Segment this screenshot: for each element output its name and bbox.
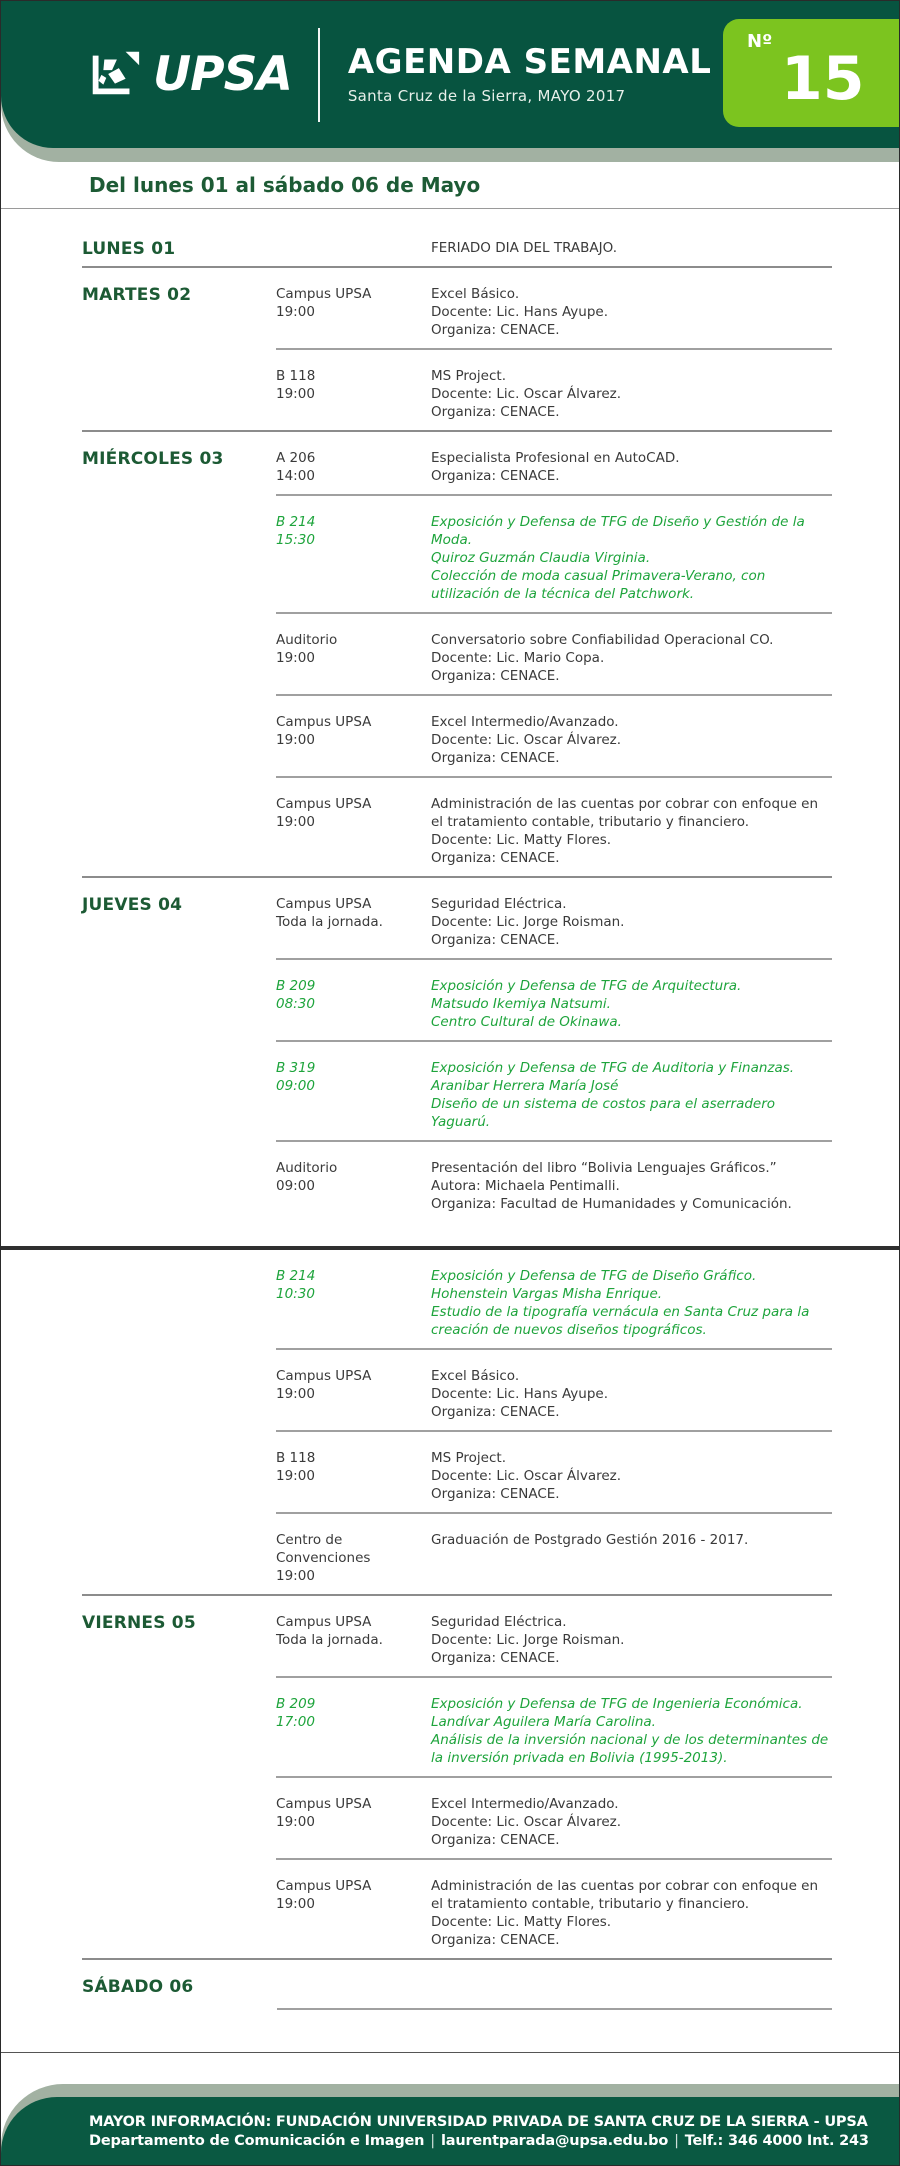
text-line: Centro Cultural de Okinawa. [431,1014,622,1030]
text-line: B 118 [276,368,316,384]
day-row [82,222,832,266]
text-line: Organiza: CENACE. [431,1404,560,1420]
event-row [276,776,832,876]
text-line: Autora: Michaela Pentimalli. [431,1178,620,1194]
text-line: Landívar Aguilera María Carolina. [431,1714,656,1730]
text-line: Toda la jornada. [276,1632,383,1648]
text-line: B 319 [276,1060,316,1076]
day-row [82,1594,832,1958]
text-line: Docente: Lic. Oscar Álvarez. [431,1468,622,1484]
event-description [431,239,832,257]
event-description [431,713,832,767]
text-line: 17:00 [276,1714,315,1730]
event-location [276,513,431,603]
text-line: Organiza: CENACE. [431,1832,560,1848]
text-line: B 118 [276,1450,316,1466]
event-description [431,1795,832,1849]
event-row [276,1040,832,1140]
event-row [276,1858,832,1958]
text-line: Organiza: CENACE. [431,322,560,338]
header-title-block [320,41,712,106]
issue-label: Nº [747,31,773,52]
text-line: 09:00 [276,1078,315,1094]
event-location [276,1613,431,1667]
day-events [276,268,832,430]
text-line: Campus UPSA [276,1796,372,1812]
event-description [431,449,832,485]
event-description [431,631,832,685]
text-line: Organiza: CENACE. [431,1650,560,1666]
event-description [431,513,832,603]
text-line: Colección de moda casual Primavera-Verano, con utilización de la técnica del Patchwork. [431,568,766,602]
text-line: 19:00 [276,386,315,402]
text-line: Organiza: CENACE. [431,850,560,866]
footer [1,2084,899,2165]
text-line: Excel Intermedio/Avanzado. [431,1796,619,1812]
text-line: Convenciones [276,1550,371,1566]
text-line: Centro de [276,1532,343,1548]
text-line: Campus UPSA [276,1614,372,1630]
text-line: B 209 [276,1696,316,1712]
text-line: Diseño de un sistema de costos para el aserradero Yaguarú. [431,1096,776,1130]
event-location [276,1449,431,1503]
day-events [276,1250,832,1594]
event-location [276,449,431,485]
event-location [276,285,431,339]
event-location [276,1877,431,1949]
day-row [82,1250,832,1594]
text-line: Campus UPSA [276,896,372,912]
text-line: Docente: Lic. Hans Ayupe. [431,1386,608,1402]
event-location [276,1531,431,1585]
upsa-logo [85,44,318,106]
event-description [431,1059,832,1131]
text-line: Aranibar Herrera María José [431,1078,619,1094]
text-line: MS Project. [431,1450,506,1466]
text-line: 19:00 [276,1568,315,1584]
event-location [276,1367,431,1421]
event-location [276,1159,431,1213]
upsa-emblem-icon [85,44,143,106]
day-row [82,266,832,430]
text-line: Exposición y Defensa de TFG de Diseño y Gestión de la Moda. [431,514,805,548]
event-row [276,494,832,612]
text-line: Exposición y Defensa de TFG de Arquitectura. [431,978,742,994]
day-events [276,1596,832,1958]
header-sage-band [1,1,899,162]
event-location [276,795,431,867]
issue-number-badge [723,19,899,127]
event-description [431,1531,832,1585]
text-line: Organiza: CENACE. [431,404,560,420]
text-line: Toda la jornada. [276,914,383,930]
text-line: Exposición y Defensa de TFG de Auditoria y Finanzas. [431,1060,795,1076]
text-line: 19:00 [276,1814,315,1830]
date-range-band [1,162,899,209]
text-line: Docente: Lic. Oscar Álvarez. [431,386,622,402]
text-line: Administración de las cuentas por cobrar con enfoque en el tratamiento contable, tributario y financiero. [431,1878,819,1912]
text-line: FERIADO DIA DEL TRABAJO. [431,240,618,256]
day-events [276,432,832,876]
event-description [431,367,832,421]
text-line: B 214 [276,1268,316,1284]
text-line: Auditorio [276,1160,338,1176]
issue-number: 15 [781,44,865,114]
event-row [276,1250,832,1348]
text-line: Campus UPSA [276,1368,372,1384]
event-row [276,1676,832,1776]
text-line: Docente: Lic. Hans Ayupe. [431,304,608,320]
text-line: B 209 [276,978,316,994]
text-line: Estudio de la tipografía vernácula en Santa Cruz para la creación de nuevos diseños tipográficos. [431,1304,810,1338]
upsa-logo-text: UPSA [153,47,292,102]
empty-event-row [277,1960,832,2010]
text-line: Exposición y Defensa de TFG de Ingenieria Económica. [431,1696,803,1712]
footer-separator: | [430,2132,435,2149]
event-row [276,1348,832,1430]
text-line: Docente: Lic. Matty Flores. [431,1914,612,1930]
event-location [276,631,431,685]
text-line: Seguridad Eléctrica. [431,1614,567,1630]
event-description [431,1267,832,1339]
text-line: Matsudo Ikemiya Natsumi. [431,996,611,1012]
event-description [431,795,832,867]
footer-line2-part: Departamento de Comunicación e Imagen [89,2132,425,2149]
text-line: Exposición y Defensa de TFG de Diseño Gráfico. [431,1268,757,1284]
day-row [82,876,832,1222]
event-row [276,222,832,266]
text-line: Organiza: CENACE. [431,668,560,684]
day-row [82,1958,832,2010]
text-line: 19:00 [276,304,315,320]
event-location [276,1267,431,1339]
text-line: Organiza: CENACE. [431,750,560,766]
event-description [431,1613,832,1667]
event-location [276,895,431,949]
event-location [276,1695,431,1767]
text-line: Conversatorio sobre Confiabilidad Operacional CO. [431,632,774,648]
event-description [431,1159,832,1213]
text-line: 19:00 [276,732,315,748]
text-line: B 214 [276,514,316,530]
text-line: Campus UPSA [276,1878,372,1894]
event-description [431,895,832,949]
text-line: Docente: Lic. Mario Copa. [431,650,605,666]
event-row [276,694,832,776]
footer-band [1,2097,899,2165]
day-label: JUEVES 04 [82,895,183,915]
day-label: MARTES 02 [82,285,192,305]
text-line: Organiza: CENACE. [431,468,560,484]
day-events [276,222,832,266]
event-row [276,1776,832,1858]
day-label: VIERNES 05 [82,1613,196,1633]
day-label: MIÉRCOLES 03 [82,449,224,469]
day-events [277,1960,832,2010]
text-line: Auditorio [276,632,338,648]
event-description [431,1695,832,1767]
day-label [82,1250,276,1594]
event-location [276,977,431,1031]
event-description [431,977,832,1031]
event-row [276,1512,832,1594]
date-range-title: Del lunes 01 al sábado 06 de Mayo [89,173,481,197]
agenda-table [1,209,899,2051]
event-description [431,1877,832,1949]
text-line: Campus UPSA [276,714,372,730]
text-line: Organiza: Facultad de Humanidades y Comunicación. [431,1196,792,1212]
event-row [276,878,832,958]
text-line: 09:00 [276,1178,315,1194]
text-line: Quiroz Guzmán Claudia Virginia. [431,550,651,566]
event-row [276,1140,832,1222]
event-row [276,432,832,494]
day-row [82,430,832,876]
event-row [276,958,832,1040]
day-label: SÁBADO 06 [82,1977,194,1997]
footer-separator: | [674,2132,679,2149]
header [1,1,899,148]
text-line: Organiza: CENACE. [431,1932,560,1948]
event-row [276,268,832,348]
footer-line2 [89,2133,899,2149]
text-line: Seguridad Eléctrica. [431,896,567,912]
event-row [276,612,832,694]
text-line: 19:00 [276,1468,315,1484]
event-row [276,1596,832,1676]
page-subtitle: Santa Cruz de la Sierra, MAYO 2017 [347,87,626,106]
text-line: 14:00 [276,468,315,484]
day-events [276,878,832,1222]
text-line: Docente: Lic. Jorge Roisman. [431,914,625,930]
text-line: 19:00 [276,650,315,666]
text-line: 15:30 [276,532,315,548]
footer-sage-band [1,2084,899,2165]
text-line: Especialista Profesional en AutoCAD. [431,450,680,466]
event-location [276,367,431,421]
footer-line1: MAYOR INFORMACIÓN: FUNDACIÓN UNIVERSIDAD PRIVADA DE SANTA CRUZ DE LA SIERRA - UPSA [89,2113,868,2130]
text-line: Excel Intermedio/Avanzado. [431,714,619,730]
event-row [276,1430,832,1512]
event-location [276,1059,431,1131]
event-description [431,285,832,339]
text-line: Presentación del libro “Bolivia Lenguajes Gráficos.” [431,1160,777,1176]
text-line: Análisis de la inversión nacional y de los determinantes de la inversión privada en Bolivia (1995-2013). [431,1732,829,1766]
text-line: Excel Básico. [431,1368,520,1384]
text-line: Docente: Lic. Oscar Álvarez. [431,732,622,748]
text-line: Docente: Lic. Matty Flores. [431,832,612,848]
agenda-page-1 [1,209,899,1246]
agenda-page-2 [1,1250,899,2051]
event-description [431,1449,832,1503]
text-line: Campus UPSA [276,286,372,302]
text-line: MS Project. [431,368,506,384]
text-line: 19:00 [276,1386,315,1402]
text-line: 19:00 [276,814,315,830]
text-line: 08:30 [276,996,315,1012]
text-line: Campus UPSA [276,796,372,812]
text-line: Organiza: CENACE. [431,932,560,948]
day-label: LUNES 01 [82,239,176,259]
text-line: 19:00 [276,1896,315,1912]
text-line: Organiza: CENACE. [431,1486,560,1502]
text-line: Administración de las cuentas por cobrar con enfoque en el tratamiento contable, tributario y financiero. [431,796,819,830]
footer-line2-part: laurentparada@upsa.edu.bo [440,2132,669,2149]
page-title: AGENDA SEMANAL [347,41,712,82]
page-bottom-border [1,2052,899,2053]
text-line: 10:30 [276,1286,315,1302]
text-line: Excel Básico. [431,286,520,302]
text-line: Docente: Lic. Jorge Roisman. [431,1632,625,1648]
text-line: Docente: Lic. Oscar Álvarez. [431,1814,622,1830]
footer-line2-part: Telf.: 346 4000 Int. 243 [684,2132,869,2149]
event-location [276,713,431,767]
event-location [276,239,431,257]
event-location [276,1795,431,1849]
event-description [431,1367,832,1421]
text-line: Hohenstein Vargas Misha Enrique. [431,1286,663,1302]
text-line: A 206 [276,450,316,466]
event-row [276,348,832,430]
text-line: Graduación de Postgrado Gestión 2016 - 2017. [431,1532,749,1548]
